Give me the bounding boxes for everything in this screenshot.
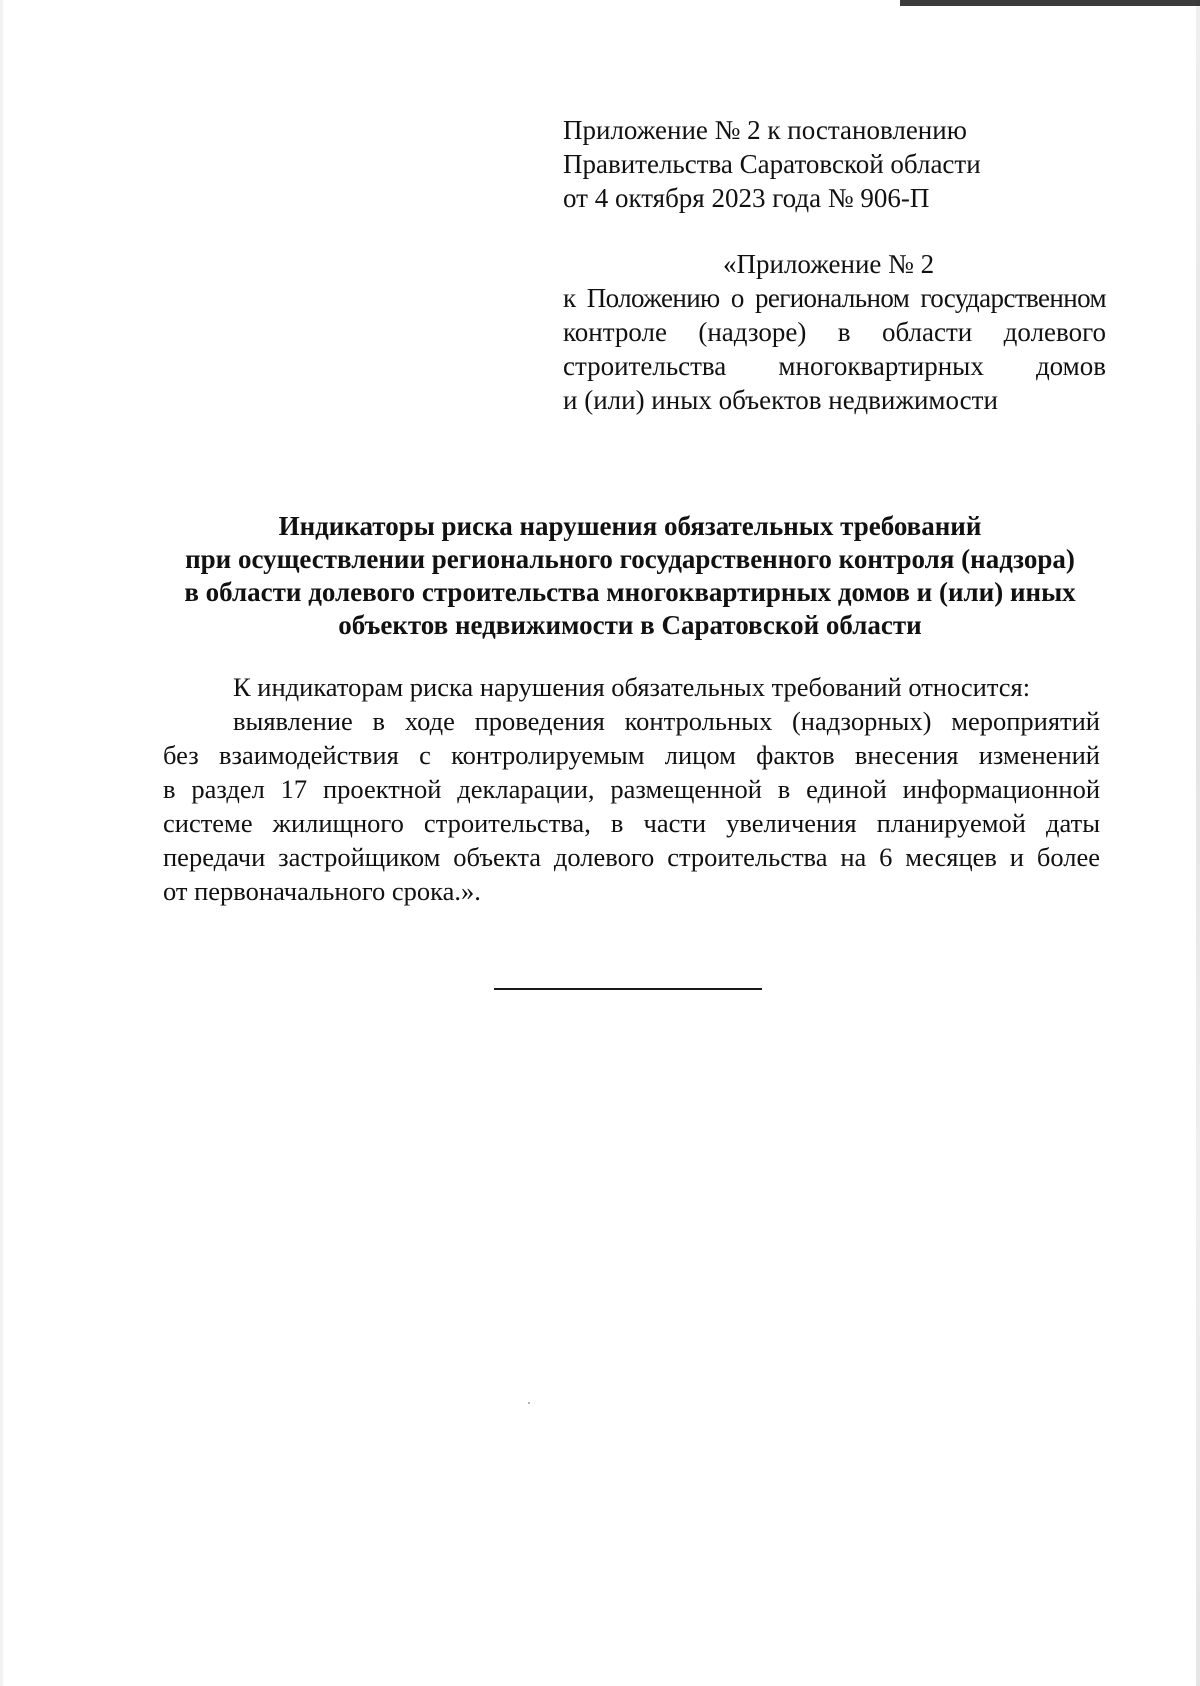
appendix-header-line: Приложение № 2 к постановлению: [563, 115, 967, 145]
document-title-line: в области долевого строительства многоквартирных домов и (или) иных: [184, 577, 1076, 607]
scan-top-line: [900, 0, 1200, 6]
document-title-line: при осуществлении регионального государственного контроля (надзора): [185, 544, 1075, 574]
annex-line: строительства многоквартирных домов: [563, 351, 1106, 381]
document-title-line: объектов недвижимости в Саратовской области: [338, 610, 922, 640]
body-line: К индикаторам риска нарушения обязательных требований относится:: [233, 672, 1031, 702]
scan-right-edge: [1196, 0, 1200, 1686]
scan-left-edge: [0, 0, 3, 1686]
document-title: [150, 510, 1110, 642]
appendix-header-line: от 4 октября 2023 года № 906-П: [563, 183, 930, 213]
annex-line: контроле (надзоре) в области долевого: [563, 317, 1106, 347]
annex-text: [563, 281, 1106, 417]
annex-reference: [563, 247, 1106, 417]
annex-line: и (или) иных объектов недвижимости: [563, 385, 998, 415]
annex-line: к Положению о региональном государственном: [563, 283, 1106, 313]
appendix-header: [563, 113, 1023, 215]
end-separator-line: [494, 988, 762, 990]
body-line: от первоначального срока.».: [163, 876, 481, 906]
document-title-line: Индикаторы риска нарушения обязательных требований: [278, 511, 982, 541]
body-line: в раздел 17 проектной декларации, размещенной в единой информационной: [163, 774, 1100, 804]
appendix-header-line: Правительства Саратовской области: [563, 149, 981, 179]
body-line: выявление в ходе проведения контрольных (надзорных) мероприятий: [233, 706, 1100, 736]
body-text: [163, 670, 1100, 908]
body-line: передачи застройщиком объекта долевого строительства на 6 месяцев и более: [163, 842, 1100, 872]
scan-speck: [528, 1402, 530, 1404]
body-line: без взаимодействия с контролируемым лицом фактов внесения изменений: [163, 740, 1100, 770]
annex-title: «Приложение № 2: [723, 249, 935, 279]
body-line: системе жилищного строительства, в части увеличения планируемой даты: [163, 808, 1100, 838]
